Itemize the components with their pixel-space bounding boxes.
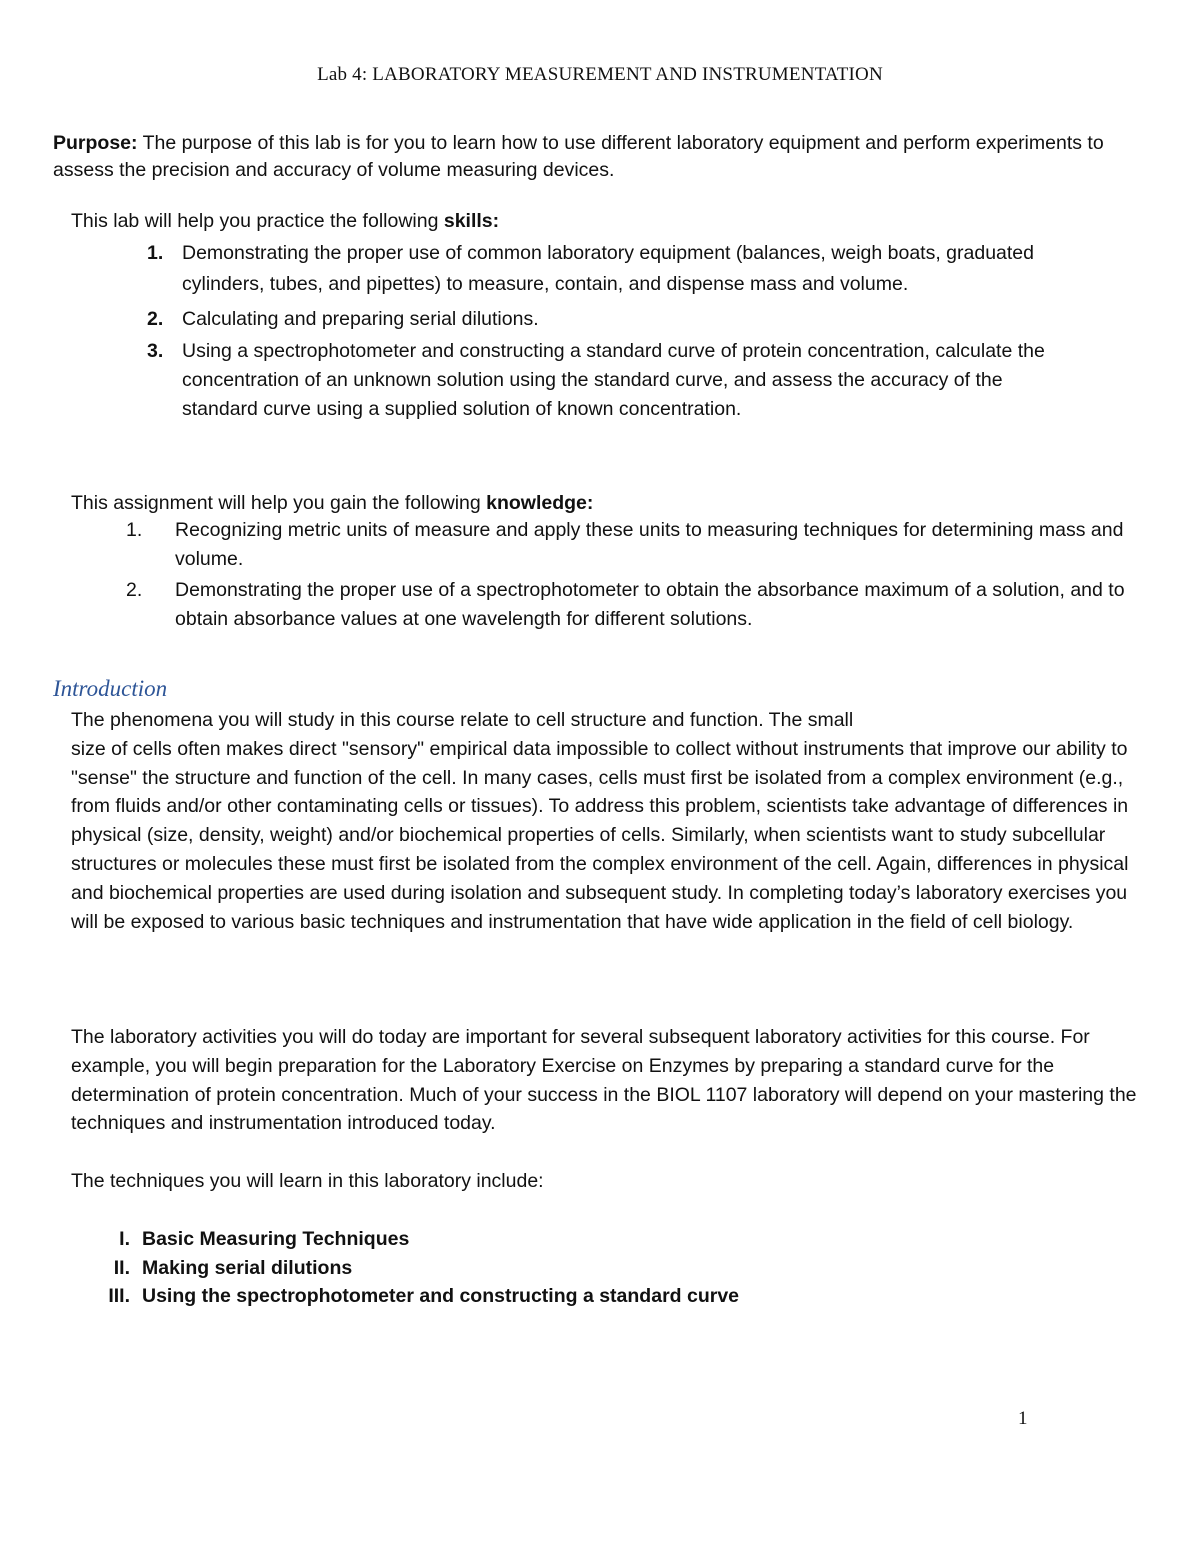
list-item-number: 3. — [147, 340, 164, 362]
list-item-text: Calculating and preparing serial dilutions. — [182, 308, 539, 330]
introduction-paragraph-1-line-1: The phenomena you will study in this course relate to cell structure and function. The small — [71, 709, 854, 731]
knowledge-list — [71, 516, 1136, 636]
list-item-text: Recognizing metric units of measure and apply these units to measuring techniques for determining mass and volume. — [175, 519, 1124, 570]
list-item-text: Basic Measuring Techniques — [142, 1228, 410, 1250]
list-item-number: II. — [113, 1256, 130, 1279]
list-item — [71, 1225, 1071, 1254]
introduction-paragraph-1-body: size of cells often makes direct "sensory" empirical data impossible to collect without instruments that improve our ability to "sense" the structure and function of the cell. In many cases, cells must first be isolated from a complex environment (e.g., from fluids and/or other contaminating cells or tissues). To address this problem, scientists take advantage of differences in physical (size, density, weight) and/or biochemical properties of cells. Similarly, when scientists want to study subcellular structures or molecules these must first be isolated from the complex environment of the cell. Again, differences in physical and biochemical properties are used during isolation and subsequent study. In completing today’s laboratory exercises you will be exposed to various basic techniques and instrumentation that have wide application in the field of cell biology. — [71, 737, 1129, 933]
skills-list — [71, 238, 1081, 424]
list-item — [71, 304, 1081, 335]
purpose-text: The purpose of this lab is for you to learn how to use different laboratory equipment and perform experiments to assess the precision and accuracy of volume measuring devices. — [53, 132, 1104, 181]
purpose-paragraph — [53, 130, 1143, 184]
list-item-number: 2. — [126, 579, 143, 601]
list-item-number: 1. — [126, 519, 143, 541]
skills-intro — [71, 207, 1151, 236]
list-item-text: Demonstrating the proper use of common laboratory equipment (balances, weigh boats, graduated cylinders, tubes, and pipettes) to measure, contain, and dispense mass and volume. — [182, 242, 1034, 295]
list-item-number: I. — [119, 1228, 130, 1250]
knowledge-intro-text: This assignment will help you gain the following — [71, 492, 487, 514]
list-item-text: Using the spectrophotometer and constructing a standard curve — [142, 1285, 740, 1307]
list-item-text: Using a spectrophotometer and constructing a standard curve of protein concentration, calculate the concentration of an unknown solution using the standard curve, and assess the accuracy of the standard curve using a supplied solution of known concentration. — [182, 340, 1045, 420]
list-item — [71, 576, 1136, 634]
knowledge-intro — [71, 489, 1151, 518]
skills-intro-text: This lab will help you practice the following — [71, 210, 444, 232]
list-item-number: 2. — [147, 308, 164, 330]
document-title: Lab 4: LABORATORY MEASUREMENT AND INSTRUMENTATION — [317, 64, 883, 85]
list-item-text: Making serial dilutions — [142, 1256, 353, 1279]
page-number: 1 — [1018, 1408, 1028, 1429]
list-item-text: Demonstrating the proper use of a spectrophotometer to obtain the absorbance maximum of a solution, and to obtain absorbance values at one wavelength for different solutions. — [175, 579, 1125, 630]
list-item-number: 1. — [147, 242, 164, 264]
list-item-number: III. — [108, 1285, 130, 1307]
introduction-paragraph-3: The techniques you will learn in this laboratory include: — [71, 1170, 544, 1192]
introduction-heading: Introduction — [53, 676, 168, 701]
introduction-paragraph-1 — [71, 706, 1141, 936]
introduction-paragraph-2: The laboratory activities you will do today are important for several subsequent laboratory activities for this course. For example, you will begin preparation for the Laboratory Exercise on Enzymes by preparing a standard curve for the determination of protein concentration. Much of your success in the BIOL 1107 laboratory will depend on your mastering the techniques and instrumentation introduced today. — [71, 1026, 1137, 1135]
list-item — [71, 516, 1136, 574]
skills-intro-bold: skills: — [443, 210, 500, 232]
list-item — [71, 1254, 1071, 1283]
purpose-label: Purpose: — [53, 132, 138, 154]
list-item — [71, 1282, 1071, 1311]
list-item — [71, 238, 1081, 300]
knowledge-intro-bold: knowledge: — [486, 492, 594, 514]
techniques-list — [71, 1225, 1071, 1311]
list-item — [71, 337, 1081, 424]
